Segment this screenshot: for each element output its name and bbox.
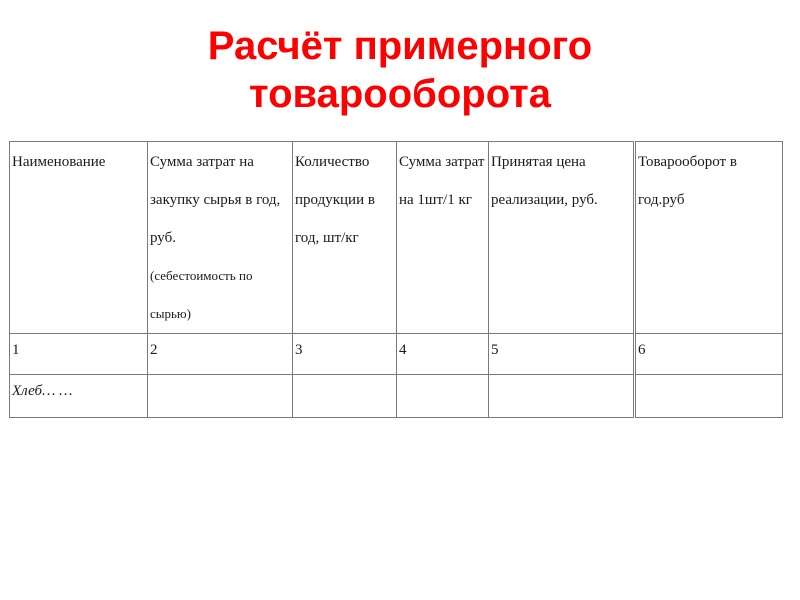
table-row — [10, 375, 783, 418]
header-cell-raw-cost: Сумма затрат на закупку сырья в год, руб. (себестоимость по сырью) — [148, 142, 293, 334]
column-number-cell: 3 — [293, 334, 397, 375]
table-cell — [148, 375, 293, 418]
table-header-row — [10, 142, 783, 334]
table-cell — [635, 375, 783, 418]
turnover-table — [9, 141, 783, 418]
header-note: (себестоимость по сырью) — [150, 268, 253, 321]
table-number-row — [10, 334, 783, 375]
column-number-cell: 2 — [148, 334, 293, 375]
table-cell-product: Хлеб… … — [10, 375, 148, 418]
table-cell — [397, 375, 489, 418]
header-cell-price: Принятая цена реализации, руб. — [489, 142, 635, 334]
header-cell-quantity: Количество продукции в год, шт/кг — [293, 142, 397, 334]
table-cell — [489, 375, 635, 418]
column-number-cell: 1 — [10, 334, 148, 375]
header-cell-name: Наименование — [10, 142, 148, 334]
header-cell-turnover: Товарооборот в год.руб — [635, 142, 783, 334]
slide-title — [0, 22, 800, 118]
column-number-cell: 5 — [489, 334, 635, 375]
slide-title-line-2: товарооборота — [249, 72, 551, 116]
slide-title-line-1: Расчёт примерного — [207, 24, 593, 68]
header-cell-unit-cost: Сумма затрат на 1шт/1 кг — [397, 142, 489, 334]
column-number-cell: 6 — [635, 334, 783, 375]
table-cell — [293, 375, 397, 418]
column-number-cell: 4 — [397, 334, 489, 375]
